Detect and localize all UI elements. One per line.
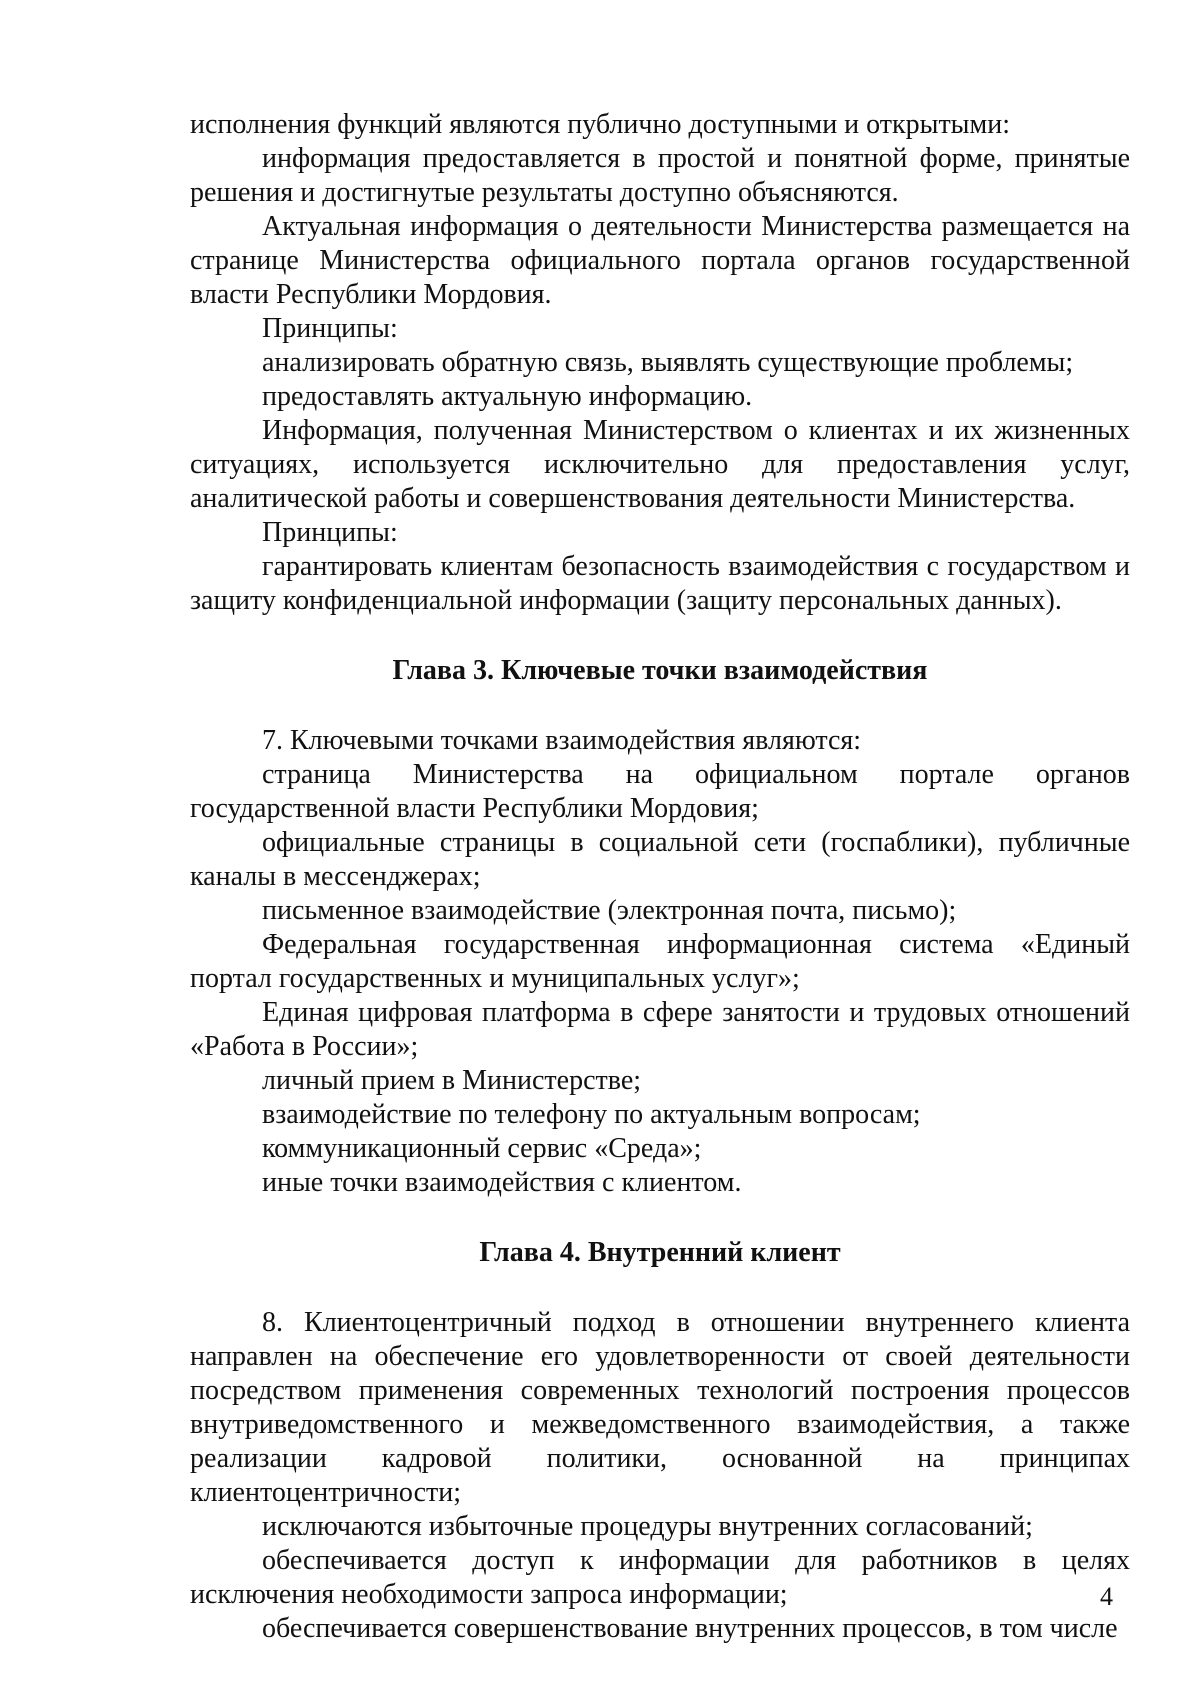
paragraph-client-info: Информация, полученная Министерством о клиентах и их жизненных ситуациях, используется исключительно для предоставления услуг, аналитической работы и совершенствования деятельности Министерства. xyxy=(190,415,1130,514)
chapter-4-paragraph: обеспечивается доступ к информации для работников в целях исключения необходимости запроса информации; xyxy=(190,1545,1130,1610)
page-number: 4 xyxy=(1100,1582,1113,1611)
touchpoint-item: коммуникационный сервис «Среда»; xyxy=(262,1133,702,1164)
principles-label-2: Принципы: xyxy=(262,517,398,548)
touchpoint-item: Федеральная государственная информационная система «Единый портал государственных и муниципальных услуг»; xyxy=(190,929,1130,994)
touchpoint-item: письменное взаимодействие (электронная почта, письмо); xyxy=(262,895,957,926)
chapter-4-heading: Глава 4. Внутренний клиент xyxy=(479,1237,841,1268)
paragraph-actual-info: Актуальная информация о деятельности Министерства размещается на странице Министерства официального портала органов государственной власти Республики Мордовия. xyxy=(190,211,1130,310)
chapter-3-heading: Глава 3. Ключевые точки взаимодействия xyxy=(392,655,928,686)
chapter-3-paragraph: 7. Ключевыми точками взаимодействия являются: xyxy=(262,725,862,756)
principles-label-1: Принципы: xyxy=(262,313,398,344)
paragraph-continuation: исполнения функций являются публично доступными и открытыми: xyxy=(190,109,1010,140)
principle-actual-info: предоставлять актуальную информацию. xyxy=(262,381,753,412)
chapter-4-paragraph: исключаются избыточные процедуры внутренних согласований; xyxy=(262,1511,1033,1542)
touchpoint-item: страница Министерства на официальном портале органов государственной власти Республики Мордовия; xyxy=(190,759,1130,824)
touchpoint-item: взаимодействие по телефону по актуальным вопросам; xyxy=(262,1099,921,1130)
document-body xyxy=(190,108,1130,1646)
touchpoint-item: личный прием в Министерстве; xyxy=(262,1065,642,1096)
chapter-4-paragraph: 8. Клиентоцентричный подход в отношении внутреннего клиента направлен на обеспечение его удовлетворенности от своей деятельности посредством применения современных технологий построения процессов внутриведомственного и межведомственного взаимодействия, а также реализации кадровой политики, основанной на принципах клиентоцентричности; xyxy=(190,1307,1130,1508)
principle-feedback: анализировать обратную связь, выявлять существующие проблемы; xyxy=(262,347,1074,378)
paragraph-info-form: информация предоставляется в простой и понятной форме, принятые решения и достигнутые результаты доступно объясняются. xyxy=(190,143,1130,208)
principle-security: гарантировать клиентам безопасность взаимодействия с государством и защиту конфиденциальной информации (защиту персональных данных). xyxy=(190,551,1130,616)
chapter-4-paragraph: обеспечивается совершенствование внутренних процессов, в том числе xyxy=(262,1613,1118,1644)
touchpoint-item: официальные страницы в социальной сети (госпаблики), публичные каналы в мессенджерах; xyxy=(190,827,1130,892)
touchpoint-item: иные точки взаимодействия с клиентом. xyxy=(262,1167,742,1198)
touchpoint-item: Единая цифровая платформа в сфере занятости и трудовых отношений «Работа в России»; xyxy=(190,997,1130,1062)
